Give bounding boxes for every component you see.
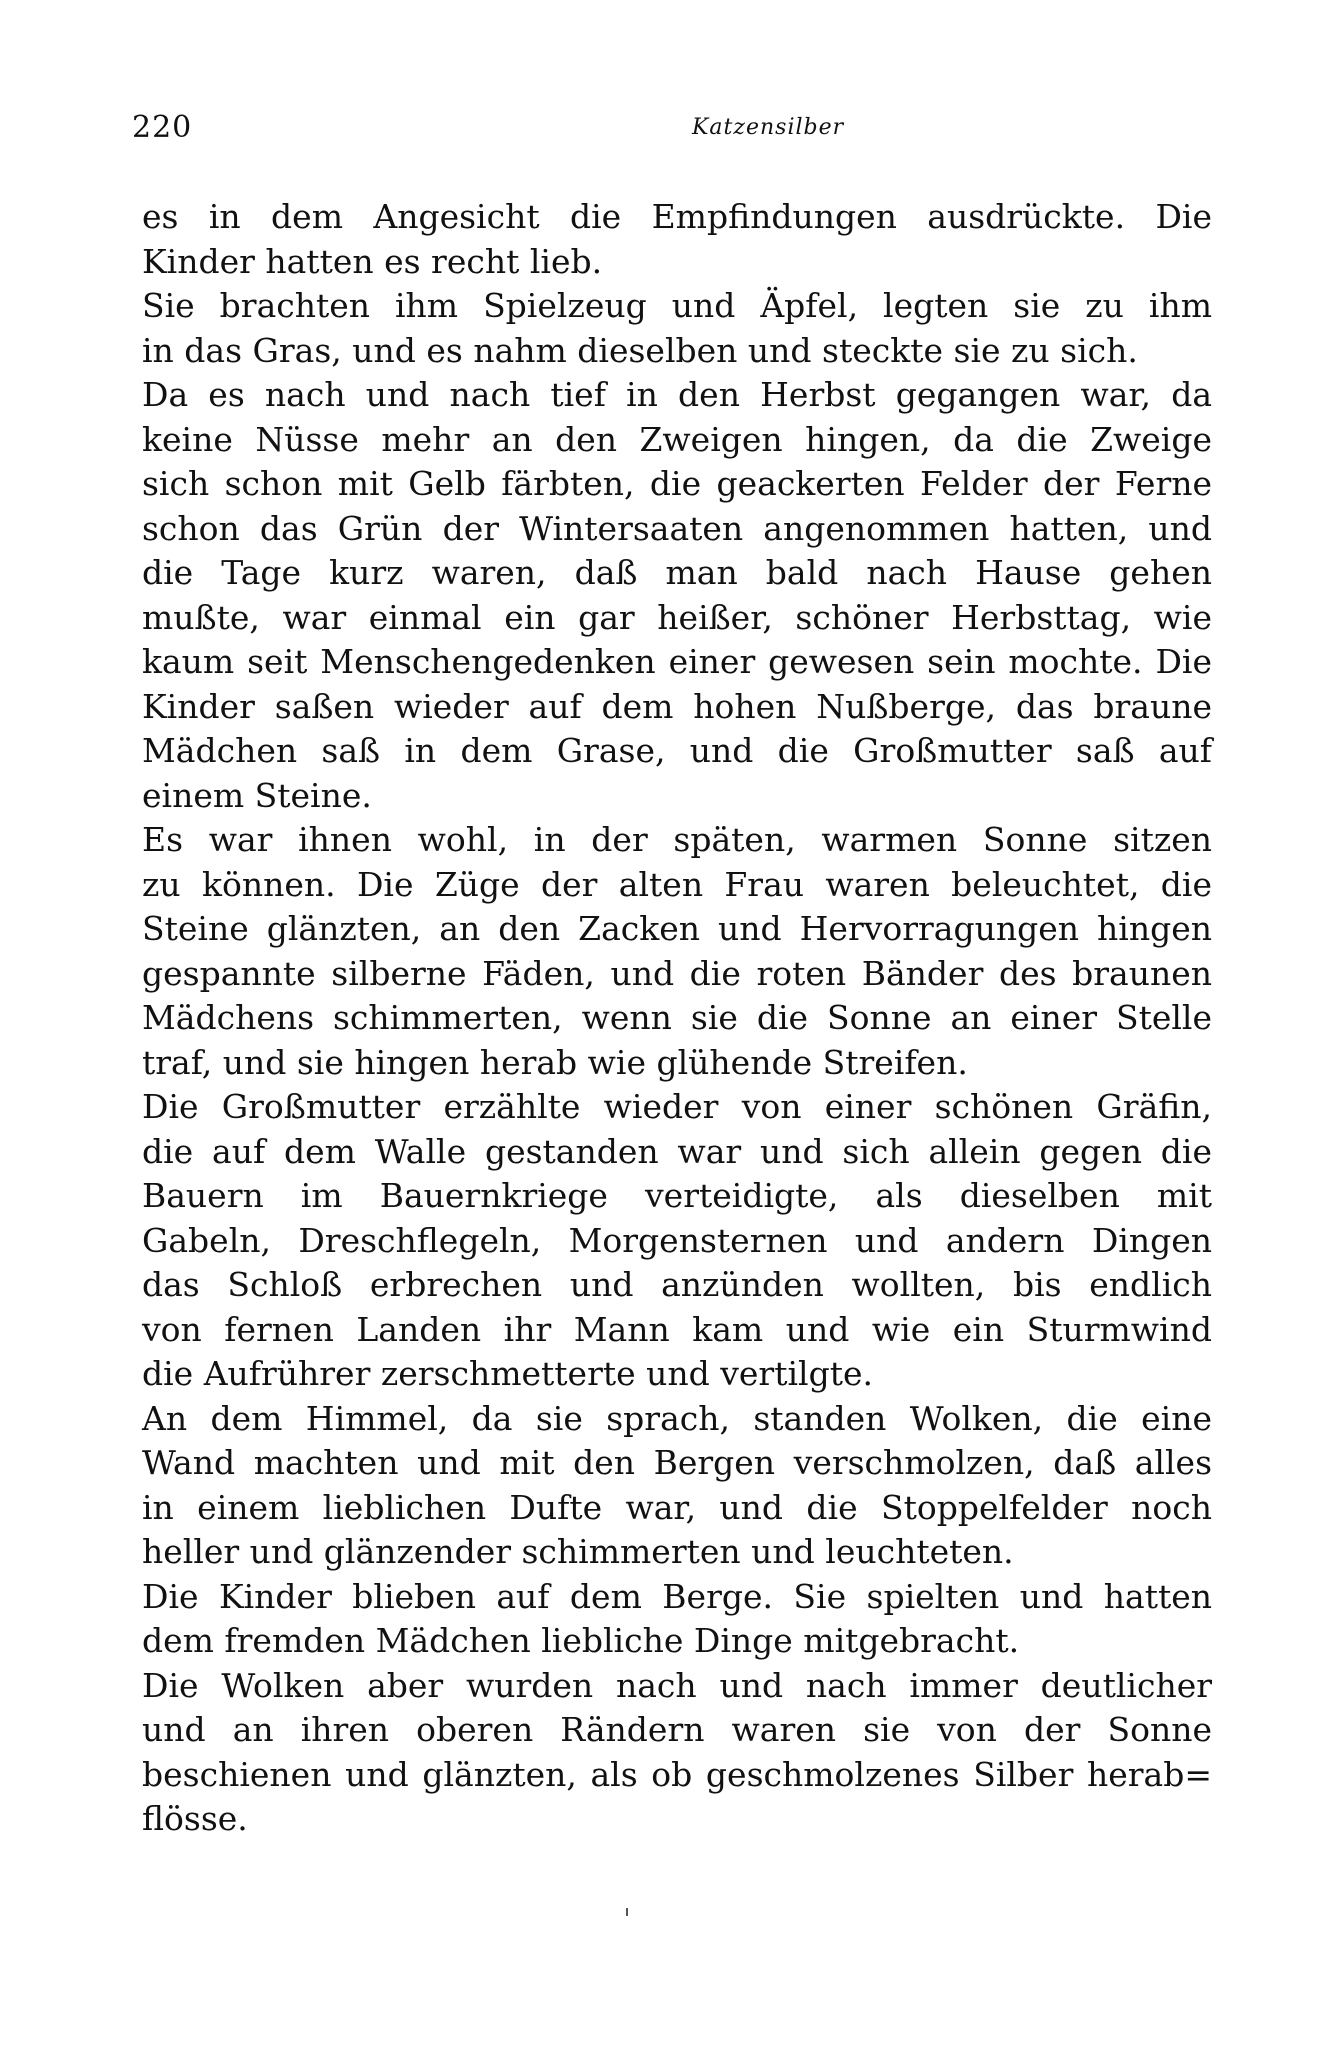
- text-line: Mädchen saß in dem Grase, und die Großmutter saß auf: [142, 731, 1212, 770]
- text-line: Da es nach und nach tief in den Herbst gegangen war, da: [142, 375, 1212, 414]
- text-line: in das Gras, und es nahm dieselben und steckte sie zu sich.: [142, 330, 1138, 370]
- text-line: sich schon mit Gelb färbten, die geackerten Felder der Ferne: [142, 464, 1212, 503]
- text-line: Kinder saßen wieder auf dem hohen Nußberge, das braune: [142, 686, 1212, 726]
- text-line: gespannte silberne Fäden, und die roten Bänder des braunen: [142, 953, 1212, 993]
- text-line: Wand machten und mit den Bergen verschmolzen, daß alles: [142, 1443, 1212, 1482]
- text-line: Die Kinder blieben auf dem Berge. Sie spielten und hatten: [142, 1576, 1212, 1616]
- text-line: Bauern im Bauernkriege verteidigte, als dieselben mit: [142, 1176, 1212, 1215]
- text-line: zu können. Die Züge der alten Frau waren beleuchtet, die: [142, 864, 1212, 904]
- text-line: Gabeln, Dreschflegeln, Morgensternen und andern Dingen: [142, 1220, 1212, 1260]
- scan-speck: [626, 1908, 628, 1916]
- text-line: von fernen Landen ihr Mann kam und wie ein Sturmwind: [142, 1309, 1212, 1349]
- text-line: Steine glänzten, an den Zacken und Hervorragungen hingen: [142, 909, 1212, 948]
- text-line: mußte, war einmal ein gar heißer, schöner Herbsttag, wie: [142, 597, 1212, 637]
- text-line: heller und glänzender schimmerten und leuchteten.: [142, 1532, 1014, 1571]
- text-line: Die Wolken aber wurden nach und nach immer deutlicher: [142, 1665, 1212, 1705]
- text-line: die Tage kurz waren, daß man bald nach Hause gehen: [142, 553, 1212, 592]
- text-line: einem Steine.: [142, 775, 372, 815]
- text-line: schon das Grün der Wintersaaten angenommen hatten, und: [142, 508, 1212, 548]
- running-head: [132, 108, 1212, 148]
- running-title: Katzensilber: [692, 115, 845, 140]
- text-line: es in dem Angesicht die Empfindungen ausdrückte. Die: [142, 197, 1212, 236]
- page-number: 220: [132, 110, 193, 145]
- text-line: Mädchens schimmerten, wenn sie die Sonne an einer Stelle: [142, 998, 1212, 1037]
- text-line: kaum seit Menschengedenken einer gewesen sein mochte. Die: [142, 642, 1212, 681]
- text-line: dem fremden Mädchen liebliche Dinge mitgebracht.: [142, 1621, 1020, 1660]
- text-line: das Schloß erbrechen und anzünden wollten, bis endlich: [142, 1265, 1212, 1304]
- text-line: An dem Himmel, da sie sprach, standen Wolken, die eine: [142, 1398, 1212, 1438]
- text-line: flösse.: [142, 1799, 248, 1838]
- body-text: [142, 195, 1212, 1842]
- text-line: Die Großmutter erzählte wieder von einer schönen Gräfin,: [142, 1087, 1212, 1126]
- text-line: die Aufrührer zerschmetterte und vertilgte.: [142, 1354, 873, 1393]
- text-line: traf, und sie hingen herab wie glühende Streifen.: [142, 1042, 968, 1082]
- text-line: Kinder hatten es recht lieb.: [142, 241, 603, 281]
- text-line: in einem lieblichen Dufte war, und die Stoppelfelder noch: [142, 1487, 1212, 1527]
- text-line: Sie brachten ihm Spielzeug und Äpfel, legten sie zu ihm: [142, 286, 1212, 325]
- text-line: die auf dem Walle gestanden war und sich allein gegen die: [142, 1131, 1212, 1171]
- text-line: beschienen und glänzten, als ob geschmolzenes Silber herab=: [142, 1754, 1212, 1794]
- text-line: und an ihren oberen Rändern waren sie von der Sonne: [142, 1710, 1212, 1749]
- text-line: keine Nüsse mehr an den Zweigen hingen, da die Zweige: [142, 419, 1212, 459]
- text-line: Es war ihnen wohl, in der späten, warmen Sonne sitzen: [142, 820, 1212, 859]
